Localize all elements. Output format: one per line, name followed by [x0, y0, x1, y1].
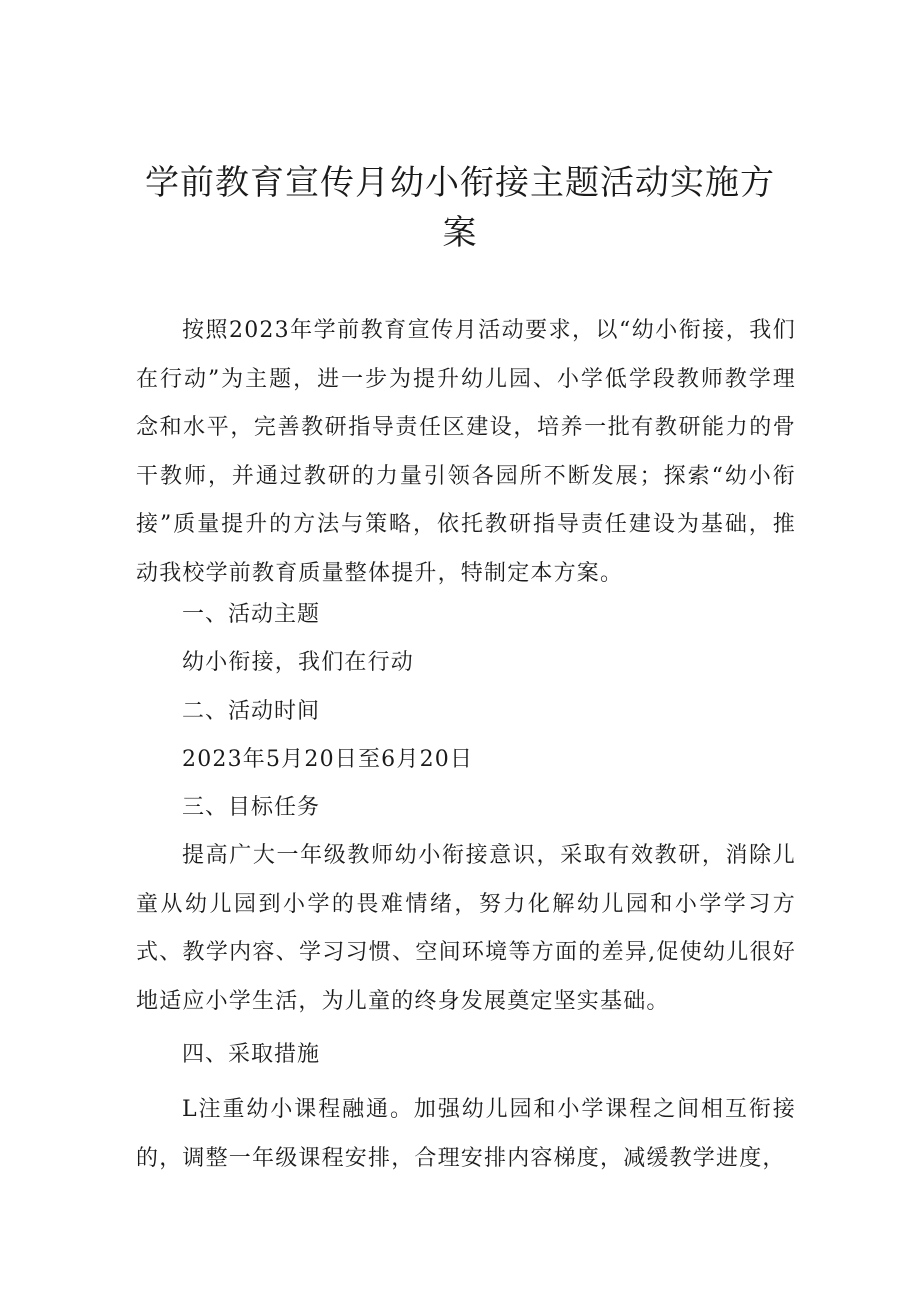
- page-title: [136, 158, 784, 258]
- title-line-2: 案: [442, 213, 478, 253]
- theme-content: 幼小衔接，我们在行动: [182, 650, 415, 675]
- time-content: 2023年5月20日至6月20日: [182, 747, 474, 772]
- section-heading-theme: 一、活动主题: [182, 602, 321, 627]
- title-line-1: 学前教育宣传月幼小衔接主题活动实施方: [145, 163, 775, 203]
- measures-paragraph: L注重幼小课程融通。加强幼儿园和小学课程之间相互衔接的，调整一年级课程安排，合理安排内容梯度，减缓教学进度，: [136, 1097, 796, 1171]
- goals-paragraph: 提高广大一年级教师幼小衔接意识，采取有效教研，消除儿童从幼儿园到小学的畏难情绪，努力化解幼儿园和小学学习方式、教学内容、学习习惯、空间环境等方面的差异,促使幼儿很好地适应小学生活，为儿童的终身发展奠定坚实基础。: [136, 843, 796, 1014]
- section-heading-measures: 四、采取措施: [182, 1042, 321, 1067]
- section-heading-goals: 三、目标任务: [182, 795, 321, 820]
- intro-paragraph: 按照2023年学前教育宣传月活动要求，以“幼小衔接，我们在行动”为主题，进一步为提升幼儿园、小学低学段教师教学理念和水平，完善教研指导责任区建设，培养一批有教研能力的骨干教师，并通过教研的力量引领各园所不断发展；探索“幼小衔接”质量提升的方法与策略，依托教研指导责任建设为基础，推动我校学前教育质量整体提升，特制定本方案。: [136, 318, 796, 586]
- section-heading-time: 二、活动时间: [182, 699, 321, 724]
